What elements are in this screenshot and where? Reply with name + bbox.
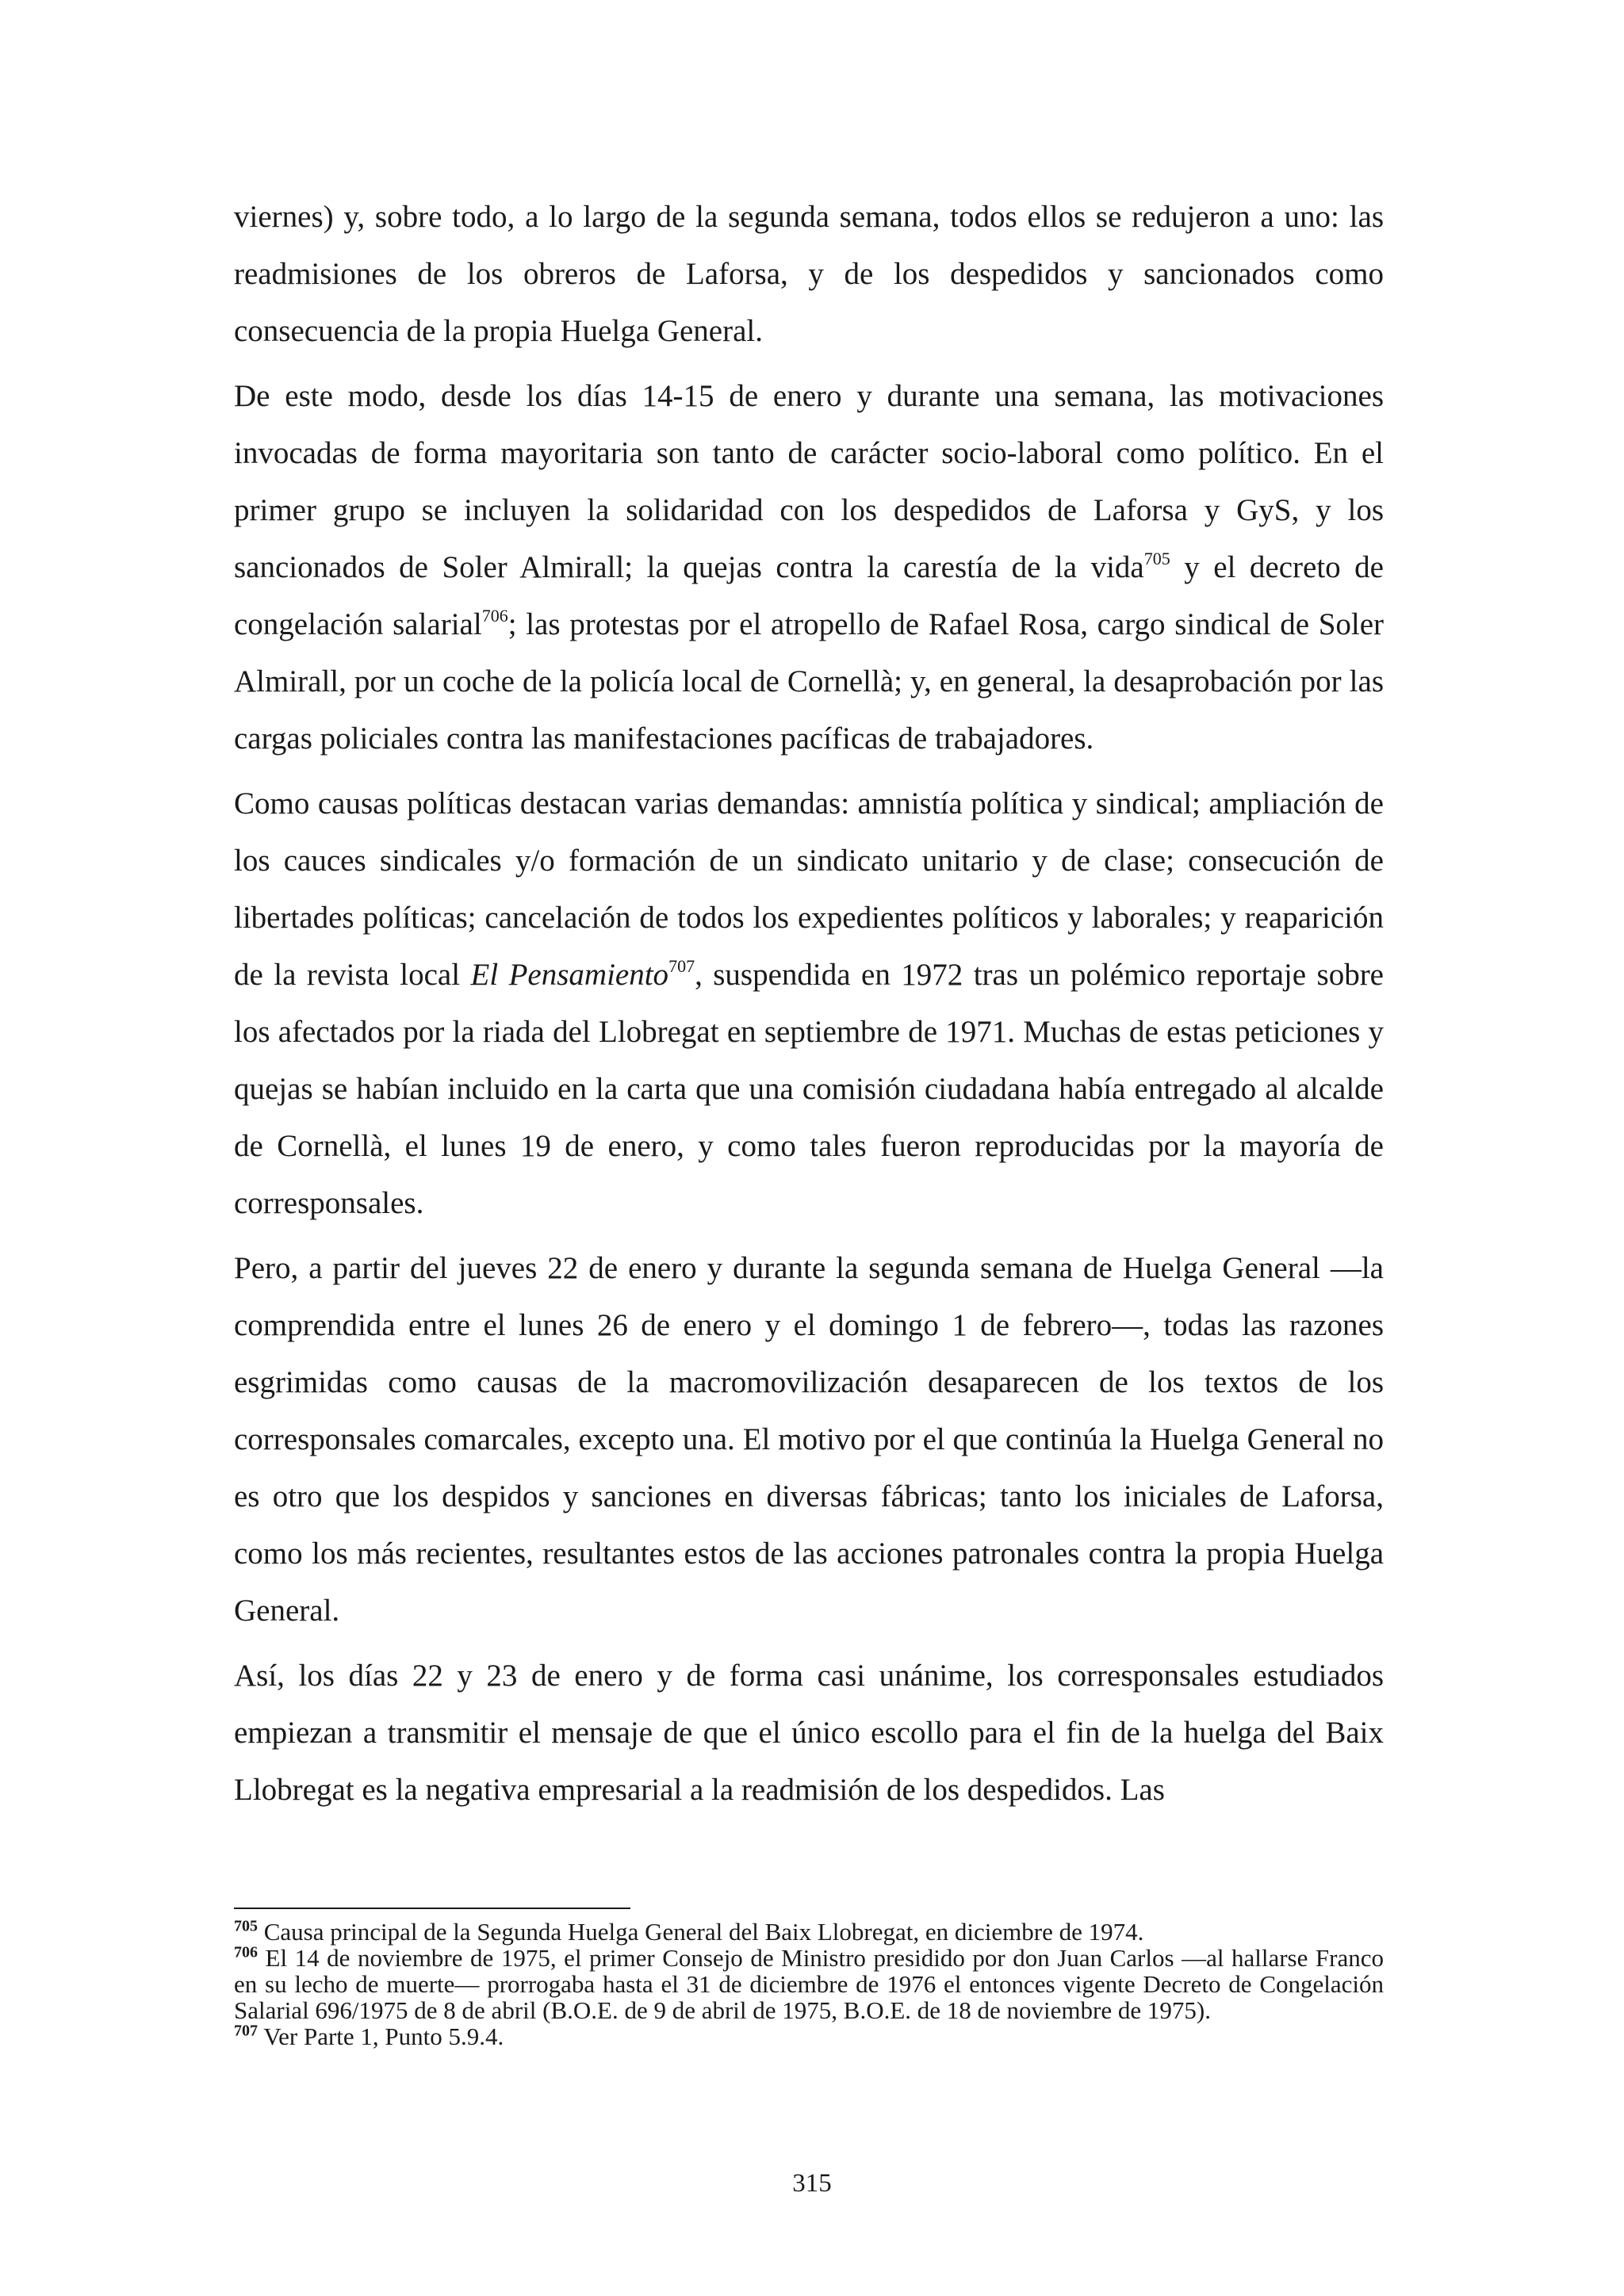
footnote-705 [234,1919,1384,1945]
footnote-text: El 14 de noviembre de 1975, el primer Consejo de Ministro presidido por don Juan Carlos —al hallarse Franco en su lecho de muerte— prorrogaba hasta el 31 de diciembre de 1976 el entonces vigente Decreto de Congelación Salarial 696/1975 de 8 de abril (B.O.E. de 9 de abril de 1975, B.O.E. de 18 de noviembre de 1975). [234,1944,1384,2024]
footnote-ref-706[interactable]: 706 [481,606,508,626]
footnote-number: 705 [234,1917,258,1935]
page-number: 315 [792,2169,832,2198]
paragraph-2-text-a: De este modo, desde los días 14-15 de enero y durante una semana, las motivaciones invocadas de forma mayoritaria son tanto de carácter socio-laboral como político. En el primer grupo se incluyen la solidaridad con los despedidos de Laforsa y GyS, y los sancionados de Soler Almirall; la quejas contra la carestía de la vida [234,379,1384,584]
footnote-text: Ver Parte 1, Punto 5.9.4. [258,2022,504,2050]
paragraph-1 [234,189,1384,360]
journal-title: El Pensamiento [470,958,669,992]
page-body [234,189,1384,1827]
paragraph-2-text-b: y el decreto de congelación salarial [234,550,1384,641]
paragraph-3-text-a: Como causas políticas destacan varias demandas: amnistía política y sindical; ampliación de los cauces sindicales y/o formación de un sindicato unitario y de clase; consecución de libertades políticas; cancelación de todos los expedientes políticos y laborales; y reaparición de la revista local [234,786,1384,992]
footnote-706 [234,1945,1384,2023]
paragraph-4-text: Pero, a partir del jueves 22 de enero y durante la segunda semana de Huelga General —la comprendida entre el lunes 26 de enero y el domingo 1 de febrero—, todas las razones esgrimidas como causas de la macromovilización desaparecen de los textos de los corresponsales comarcales, excepto una. El motivo por el que continúa la Huelga General no es otro que los despidos y sanciones en diversas fábricas; tanto los iniciales de Laforsa, como los más recientes, resultantes estos de las acciones patronales contra la propia Huelga General. [234,1251,1384,1628]
footnote-number: 707 [234,2022,258,2040]
footnote-text: Causa principal de la Segunda Huelga General del Baix Llobregat, en diciembre de 1974. [258,1918,1144,1946]
paragraph-5 [234,1647,1384,1819]
paragraph-2-text-c: ; las protestas por el atropello de Rafael Rosa, cargo sindical de Soler Almirall, por un coche de la policía local de Cornellà; y, en general, la desaprobación por las cargas policiales contra las manifestaciones pacíficas de trabajadores. [234,607,1385,756]
paragraph-1-text: viernes) y, sobre todo, a lo largo de la segunda semana, todos ellos se redujeron a uno: las readmisiones de los obreros de Laforsa, y de los despedidos y sancionados como consecuencia de la propia Huelga General. [234,200,1384,348]
footnote-ref-705[interactable]: 705 [1143,549,1170,568]
paragraph-4 [234,1240,1384,1640]
footnote-707 [234,2023,1384,2049]
footnote-number: 706 [234,1943,258,1961]
footnote-separator [234,1908,630,1909]
paragraph-2 [234,368,1384,767]
paragraph-5-text: Así, los días 22 y 23 de enero y de forma casi unánime, los corresponsales estudiados empiezan a transmitir el mensaje de que el único escollo para el fin de la huelga del Baix Llobregat es la negativa empresarial a la readmisión de los despedidos. Las [234,1659,1384,1807]
footnotes [234,1919,1384,2049]
paragraph-3-text-b: , suspendida en 1972 tras un polémico reportaje sobre los afectados por la riada del Llobregat en septiembre de 1971. Muchas de estas peticiones y quejas se habían incluido en la carta que una comisión ciudadana había entregado al alcalde de Cornellà, el lunes 19 de enero, y como tales fueron reproducidas por la mayoría de corresponsales. [234,958,1384,1220]
paragraph-3 [234,775,1384,1232]
footnote-ref-707[interactable]: 707 [668,956,695,976]
